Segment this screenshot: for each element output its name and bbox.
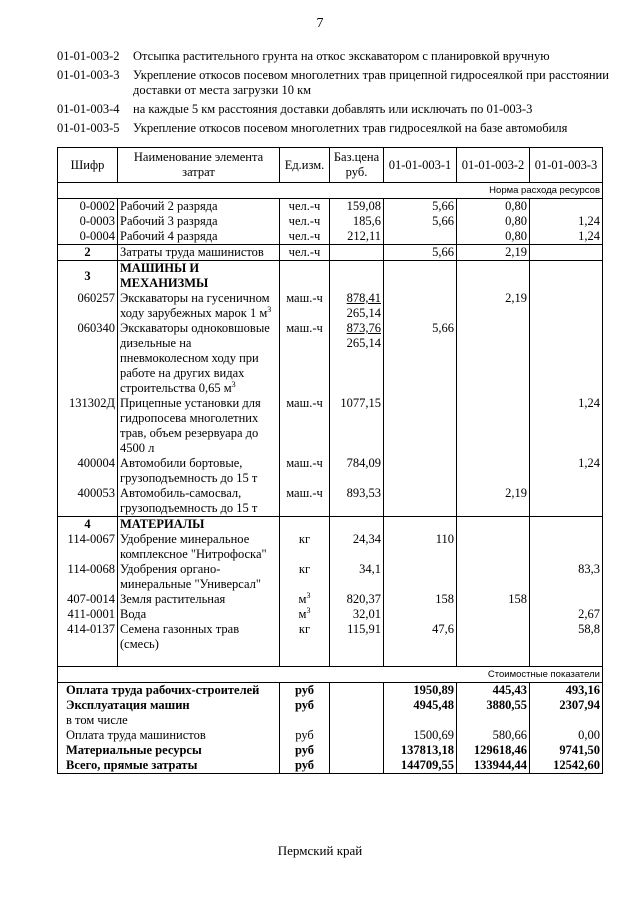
header-col2: 01-01-003-2 [457, 148, 530, 183]
unit-text: м [298, 592, 307, 606]
table-row [58, 396, 603, 456]
cell-unit: маш.-ч [280, 321, 330, 396]
intro-item [57, 121, 627, 136]
total-unit: руб [280, 728, 330, 743]
total-value: 9741,50 [530, 743, 603, 758]
cell-value [384, 562, 457, 592]
intro-item [57, 68, 627, 98]
cell-price: 820,37 [330, 592, 384, 607]
total-value: 580,66 [457, 728, 530, 743]
cell-name: Рабочий 2 разряда [118, 199, 280, 215]
total-unit: руб [280, 698, 330, 713]
intro-item [57, 102, 627, 117]
cell-price: 1077,15 [330, 396, 384, 456]
intro-text: Укрепление откосов посевом многолетних трав гидросеялкой на базе автомобиля [133, 121, 568, 135]
total-value: 1950,89 [384, 682, 457, 698]
cost-separator-row [58, 666, 603, 682]
table-row [58, 532, 603, 562]
total-row [58, 743, 603, 758]
cell-name: Рабочий 3 разряда [118, 214, 280, 229]
cell-code: 400004 [58, 456, 118, 486]
table-row [58, 456, 603, 486]
cell-value: 0,80 [457, 229, 530, 245]
cell-name [118, 321, 280, 396]
cell-value [457, 456, 530, 486]
total-value: 4945,48 [384, 698, 457, 713]
cell-value [530, 321, 603, 396]
total-row [58, 682, 603, 698]
cell-value [457, 396, 530, 456]
cell-value [457, 562, 530, 592]
total-row [58, 713, 603, 728]
cell-value: 158 [457, 592, 530, 607]
intro-code: 01-01-003-2 [57, 49, 120, 63]
cell-value: 0,80 [457, 199, 530, 215]
cell-value [530, 592, 603, 607]
cell-price: 34,1 [330, 562, 384, 592]
cell-value [384, 456, 457, 486]
section-code: 3 [58, 261, 118, 292]
intro-text: Укрепление откосов посевом многолетних трав прицепной гидросеялкой при расстоянии доставки от места загрузки 10 км [133, 68, 609, 97]
intro-text: на каждые 5 км расстояния доставки добавлять или исключать по 01-003-3 [133, 102, 533, 116]
cell-unit: кг [280, 532, 330, 562]
header-price: Баз.цена руб. [330, 148, 384, 183]
cell-value: 1,24 [530, 456, 603, 486]
total-value: 1500,69 [384, 728, 457, 743]
cell-value: 83,3 [530, 562, 603, 592]
cell-price [330, 321, 384, 396]
total-value: 445,43 [457, 682, 530, 698]
cell-unit: чел.-ч [280, 245, 330, 261]
cell-value: 1,24 [530, 229, 603, 245]
total-value: 144709,55 [384, 758, 457, 774]
total-name: Оплата труда машинистов [58, 728, 280, 743]
table-row [58, 622, 603, 652]
cell-value: 2,19 [457, 291, 530, 321]
page-number: 7 [316, 16, 324, 31]
cell-value [457, 321, 530, 396]
total-value: 3880,55 [457, 698, 530, 713]
total-value: 493,16 [530, 682, 603, 698]
cell-value: 5,66 [384, 199, 457, 215]
section-code: 4 [58, 517, 118, 533]
cell-name: Автомобили бортовые, грузоподъемность до 15 т [118, 456, 280, 486]
cell-price: 784,09 [330, 456, 384, 486]
cell-value: 5,66 [384, 321, 457, 396]
total-value: 2307,94 [530, 698, 603, 713]
cell-name: Автомобиль-самосвал, грузоподъемность до 15 т [118, 486, 280, 517]
total-unit: руб [280, 758, 330, 774]
total-name: Всего, прямые затраты [58, 758, 280, 774]
cell-code: 114-0068 [58, 562, 118, 592]
table-row [58, 291, 603, 321]
total-row [58, 698, 603, 713]
cell-value: 2,67 [530, 607, 603, 622]
price-main: 873,76 [346, 321, 381, 335]
table-row [58, 214, 603, 229]
cell-value: 1,24 [530, 214, 603, 229]
norm-separator-row [58, 183, 603, 199]
cell-name: Прицепные установки для гидропосева многолетних трав, объем резервуара до 4500 л [118, 396, 280, 456]
cell-value [530, 291, 603, 321]
cell-name: Удобрение минеральное комплексное "Нитрофоска" [118, 532, 280, 562]
table-row [58, 321, 603, 396]
cell-value: 47,6 [384, 622, 457, 652]
cell-value [384, 607, 457, 622]
superscript: 3 [306, 590, 311, 600]
cell-code: 411-0001 [58, 607, 118, 622]
cell-price [330, 245, 384, 261]
header-col3: 01-01-003-3 [530, 148, 603, 183]
table-row [58, 199, 603, 215]
cell-name [118, 291, 280, 321]
cell-value [530, 486, 603, 517]
total-value: 137813,18 [384, 743, 457, 758]
cell-name: Семена газонных трав (смесь) [118, 622, 280, 652]
cell-code: 400053 [58, 486, 118, 517]
price-main: 878,41 [346, 291, 381, 305]
cell-code: 060340 [58, 321, 118, 396]
header-unit: Ед.изм. [280, 148, 330, 183]
total-unit: руб [280, 682, 330, 698]
cell-value: 5,66 [384, 245, 457, 261]
cell-value: 1,24 [530, 396, 603, 456]
intro-item [57, 49, 627, 64]
cell-unit: маш.-ч [280, 486, 330, 517]
cell-name: Вода [118, 607, 280, 622]
cell-value [457, 622, 530, 652]
table-row [58, 607, 603, 622]
total-name: в том числе [58, 713, 280, 728]
cell-unit: кг [280, 562, 330, 592]
cell-value [384, 396, 457, 456]
cell-price: 159,08 [330, 199, 384, 215]
cell-value [530, 199, 603, 215]
section-row [58, 261, 603, 292]
cell-name: Затраты труда машинистов [118, 245, 280, 261]
superscript: 3 [267, 304, 272, 314]
cell-value [457, 532, 530, 562]
intro-code: 01-01-003-3 [57, 68, 120, 82]
total-name: Материальные ресурсы [58, 743, 280, 758]
cell-price: 115,91 [330, 622, 384, 652]
cell-value: 58,8 [530, 622, 603, 652]
total-value: 12542,60 [530, 758, 603, 774]
table-row [58, 592, 603, 607]
cell-name-text: Экскаваторы одноковшовые дизельные на пневмоколесном ходу при работе на других видах строительства 0,65 м [120, 321, 270, 395]
cell-code: 407-0014 [58, 592, 118, 607]
total-row [58, 758, 603, 774]
table-row [58, 245, 603, 261]
table-header-row [58, 148, 603, 183]
price-secondary: 265,14 [346, 336, 381, 350]
cell-code: 060257 [58, 291, 118, 321]
intro-code: 01-01-003-4 [57, 102, 120, 116]
cell-value [457, 607, 530, 622]
total-name: Оплата труда рабочих-строителей [58, 682, 280, 698]
cell-unit: чел.-ч [280, 214, 330, 229]
cell-value [384, 486, 457, 517]
cell-price: 24,34 [330, 532, 384, 562]
cell-value: 2,19 [457, 486, 530, 517]
total-name: Эксплуатация машин [58, 698, 280, 713]
total-row [58, 728, 603, 743]
cell-value [384, 229, 457, 245]
price-secondary: 265,14 [346, 306, 381, 320]
header-col1: 01-01-003-1 [384, 148, 457, 183]
superscript: 3 [306, 605, 311, 615]
header-name: Наименование элемента затрат [118, 148, 280, 183]
cell-price: 893,53 [330, 486, 384, 517]
intro-code: 01-01-003-5 [57, 121, 120, 135]
total-value: 0,00 [530, 728, 603, 743]
cell-unit: маш.-ч [280, 291, 330, 321]
cell-value [530, 245, 603, 261]
intro-text: Отсыпка растительного грунта на откос экскаватором с планировкой вручную [133, 49, 550, 63]
cell-code: 0-0004 [58, 229, 118, 245]
unit-text: м [298, 607, 307, 621]
cell-value [384, 291, 457, 321]
superscript: 3 [231, 379, 236, 389]
cell-name-text: Экскаваторы на гусеничном ходу зарубежных марок 1 м [120, 291, 270, 320]
section-title: МАТЕРИАЛЫ [118, 517, 280, 533]
intro-list [57, 49, 627, 140]
cell-value: 110 [384, 532, 457, 562]
page-footer: Пермский край [277, 843, 363, 858]
cell-unit: чел.-ч [280, 199, 330, 215]
cell-price: 212,11 [330, 229, 384, 245]
table-row [58, 229, 603, 245]
cell-price [330, 291, 384, 321]
total-value: 133944,44 [457, 758, 530, 774]
cell-unit: маш.-ч [280, 396, 330, 456]
table-row [58, 486, 603, 517]
cell-value: 158 [384, 592, 457, 607]
cell-code: 0-0002 [58, 199, 118, 215]
spacer-row [58, 652, 603, 666]
cell-price: 185,6 [330, 214, 384, 229]
cell-code: 131302Д [58, 396, 118, 456]
cell-value: 0,80 [457, 214, 530, 229]
cell-name: Удобрения органо-минеральные "Универсал" [118, 562, 280, 592]
header-code: Шифр [58, 148, 118, 183]
norm-label: Норма расхода ресурсов [58, 183, 603, 199]
section-title: МАШИНЫ И МЕХАНИЗМЫ [118, 261, 280, 292]
total-value: 129618,46 [457, 743, 530, 758]
cell-value: 5,66 [384, 214, 457, 229]
cell-price: 32,01 [330, 607, 384, 622]
cell-code: 2 [58, 245, 118, 261]
cell-unit: чел.-ч [280, 229, 330, 245]
section-row [58, 517, 603, 533]
cell-value [530, 532, 603, 562]
cell-value: 2,19 [457, 245, 530, 261]
cell-name: Земля растительная [118, 592, 280, 607]
cell-name: Рабочий 4 разряда [118, 229, 280, 245]
cell-unit: кг [280, 622, 330, 652]
total-unit: руб [280, 743, 330, 758]
cell-code: 0-0003 [58, 214, 118, 229]
cell-code: 114-0067 [58, 532, 118, 562]
cell-unit [280, 607, 330, 622]
resource-table [57, 147, 603, 774]
cell-unit: маш.-ч [280, 456, 330, 486]
cost-label: Стоимостные показатели [58, 666, 603, 682]
cell-unit [280, 592, 330, 607]
cell-code: 414-0137 [58, 622, 118, 652]
table-row [58, 562, 603, 592]
